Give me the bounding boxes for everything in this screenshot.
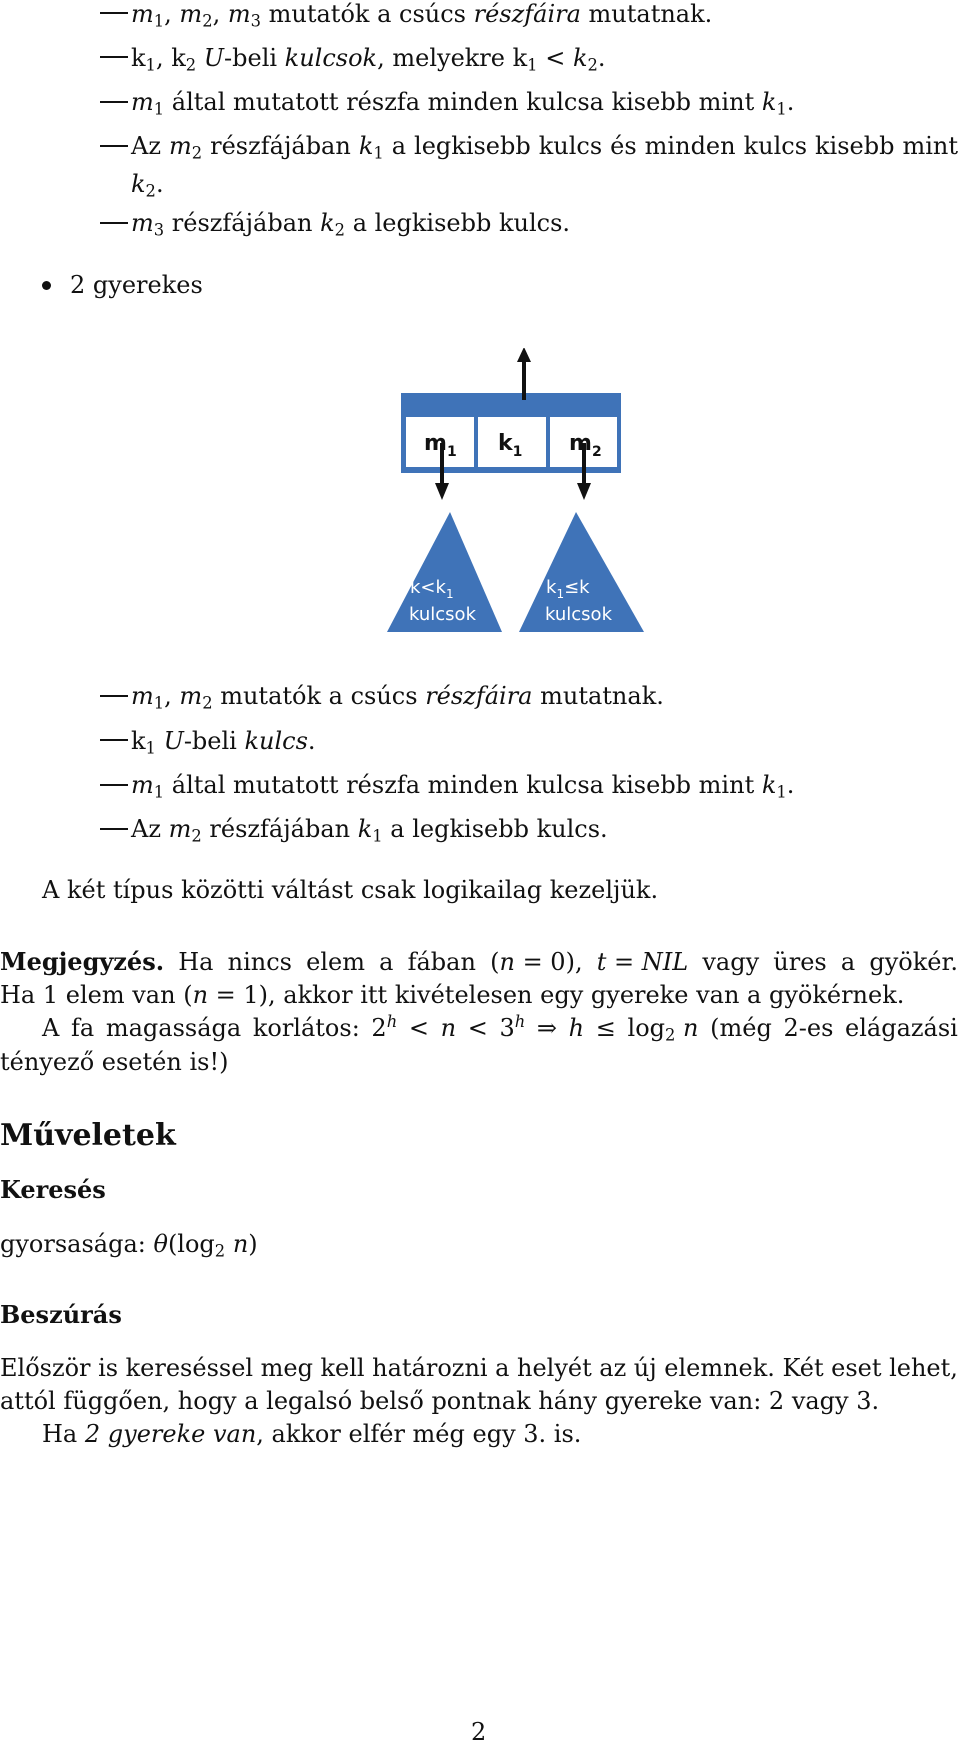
cell-label-m1: $m_1$	[424, 431, 457, 460]
cell-label-m2: $m_2$	[569, 431, 602, 460]
list-item: Az $m_2$ részfájában $k_1$ a legkisebb kulcs és minden kulcs kisebb mint	[131, 132, 958, 163]
list-item: $m_1$, $m_2$ mutatók a csúcs részfáira mutatnak.	[131, 682, 664, 713]
down-arrow-right-head	[577, 483, 591, 500]
tree-node-diagram	[380, 348, 660, 640]
subtree-left-label-1: $k<k_1$	[410, 577, 454, 601]
word: eset	[831, 1354, 882, 1382]
list-item: $m_3$ részfájában $k_2$ a legkisebb kulcs.	[131, 209, 571, 240]
subsection-title-insert: Beszúrás	[0, 1300, 122, 1329]
list-dash	[100, 145, 128, 147]
word: helyét	[516, 1354, 592, 1382]
insert-line-3: Ha 2 gyereke van, akkor elfér még egy 3. is.	[42, 1420, 582, 1448]
bullet	[42, 281, 51, 290]
page-number: 2	[471, 1718, 487, 1746]
list-item: $k_1$ U-beli kulcs.	[131, 727, 316, 758]
bullet-text: 2 gyerekes	[70, 271, 203, 299]
search-speed: gyorsasága: $\theta(\log_2$ n)	[0, 1230, 258, 1261]
word: lehet,	[889, 1354, 958, 1382]
list-dash	[100, 101, 128, 103]
note-line-2: Ha 1 elem van (n = 1), akkor itt kivételesen egy gyereke van a gyökérnek.	[0, 981, 905, 1009]
word: Először	[0, 1354, 91, 1382]
list-item: $k_1$, $k_2$ U-beli kulcsok, melyekre $k_1 < k_2$.	[131, 44, 606, 75]
list-item: $m_1$, $m_2$, $m_3$ mutatók a csúcs részfáira mutatnak.	[131, 0, 713, 31]
word: Két	[782, 1354, 824, 1382]
list-dash	[100, 739, 128, 741]
subtree-left-label-2: kulcsok	[409, 604, 476, 625]
up-arrow-head	[517, 348, 531, 362]
word: is	[98, 1354, 119, 1382]
list-dash	[100, 828, 128, 830]
note-line-4: tényező esetén is!)	[0, 1048, 229, 1076]
word: elemnek.	[664, 1354, 775, 1382]
cell-label-k1: $k_1$	[498, 431, 523, 460]
list-item: Az $m_2$ részfájában $k_1$ a legkisebb kulcs.	[131, 815, 608, 846]
list-dash	[100, 12, 128, 14]
word: a	[495, 1354, 510, 1382]
list-dash	[100, 56, 128, 58]
word: kereséssel	[125, 1354, 254, 1382]
down-arrow-left-head	[435, 483, 449, 500]
word: új	[633, 1354, 657, 1382]
word: kell	[320, 1354, 365, 1382]
word: határozni	[372, 1354, 488, 1382]
list-dash	[100, 222, 128, 224]
section-title: Műveletek	[0, 1118, 176, 1153]
note-line-3: A fa magassága korlátos: 2$^h$ < n < 3$^h$ ⇒ h ≤ $\log_2 n$ (még 2-es elágazási	[42, 1012, 958, 1045]
note-line-1: Megjegyzés. Ha nincs elem a fában (n = 0), t = NIL vagy üres a gyökér.	[0, 947, 958, 976]
subsection-title-search: Keresés	[0, 1175, 106, 1204]
paragraph-switch: A két típus közötti váltást csak logikailag kezeljük.	[42, 876, 659, 904]
list-item-continuation: $k_2$.	[131, 170, 164, 201]
list-dash	[100, 695, 128, 697]
insert-line-2: attól függően, hogy a legalsó belső pontnak hány gyereke van: 2 vagy 3.	[0, 1387, 880, 1415]
list-item: $m_1$ által mutatott részfa minden kulcsa kisebb mint $k_1$.	[131, 771, 795, 802]
list-item: $m_1$ által mutatott részfa minden kulcsa kisebb mint $k_1$.	[131, 88, 795, 119]
subtree-right-label-1: $k_1\le k$	[546, 577, 590, 601]
insert-line-1	[0, 1356, 958, 1380]
subtree-right-label-2: kulcsok	[545, 604, 612, 625]
word: meg	[260, 1354, 313, 1382]
word: az	[599, 1354, 627, 1382]
list-dash	[100, 784, 128, 786]
